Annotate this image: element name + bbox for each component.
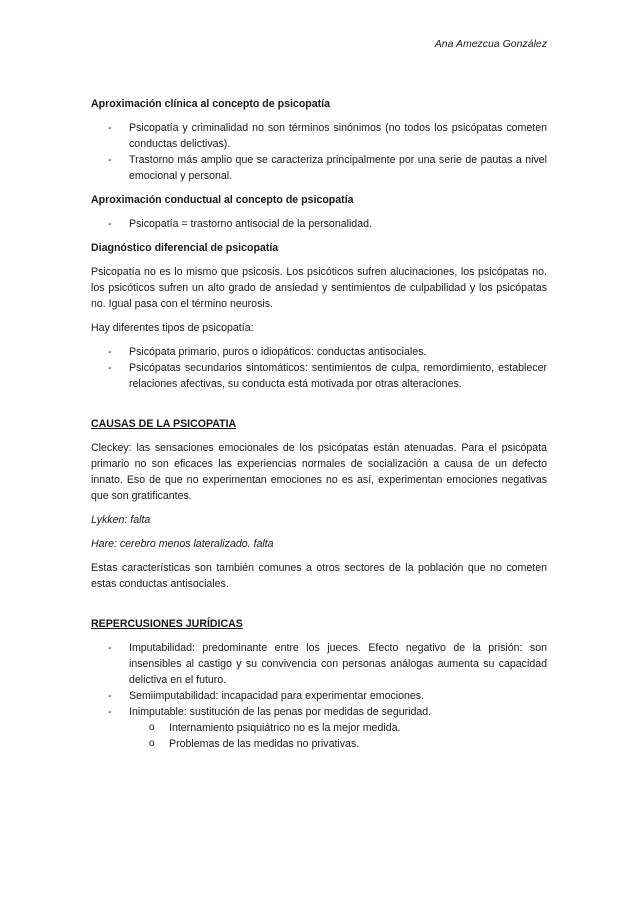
sublist-item: o Problemas de las medidas no privativas. xyxy=(129,736,547,752)
sublist-legal xyxy=(129,720,547,752)
list-item-text: Inimputable: sustitución de las penas por medidas de seguridad. xyxy=(129,706,432,718)
list-clinical xyxy=(91,120,547,184)
paragraph-types-intro: Hay diferentes tipos de psicopatía: xyxy=(91,322,254,334)
heading-behavioral-approach: Aproximación conductual al concepto de psicopatía xyxy=(91,194,354,206)
sublist-item: o Internamiento psiquiátrico no es la mejor medida. xyxy=(129,720,547,736)
heading-legal-repercussions: REPERCUSIONES JURÍDICAS xyxy=(91,618,243,630)
paragraph-psychosis: Psicopatía no es lo mismo que psicosis. Los psicóticos sufren alucinaciones, los psicópatas no. los psicóticos sufren un alto grado de ansiedad y sentimientos de culpabilidad y los psicópatas no. Igual pasa con el término neurosis. xyxy=(91,266,547,310)
heading-differential-diagnosis: Diagnóstico diferencial de psicopatía xyxy=(91,242,279,254)
paragraph-cleckey: Cleckey: las sensaciones emocionales de los psicópatas están atenuadas. Para el psicópata primario no son eficaces las experiencias normales de socialización a causa de un defecto innato. Eso de que no experimentan emociones no es así, experimentan emociones negativas que son gratificantes. xyxy=(91,442,547,502)
list-item: - Psicópata primario, puros o idiopáticos: conductas antisociales. xyxy=(91,344,547,360)
heading-causes: CAUSAS DE LA PSICOPATIA xyxy=(91,418,237,430)
heading-clinical-approach: Aproximación clínica al concepto de psicopatía xyxy=(91,98,331,110)
list-item: - Imputabilidad: predominante entre los jueces. Efecto negativo de la prisión: son insensibles al castigo y su convivencia con personas análogas aumenta su capacidad delictiva en el futuro. xyxy=(91,640,547,688)
list-item xyxy=(91,704,547,752)
list-behavioral xyxy=(91,216,547,232)
list-item: - Trastorno más amplio que se caracteriza principalmente por una serie de pautas a nivel emocional y personal. xyxy=(91,152,547,184)
list-item: - Psicopatía = trastorno antisocial de la personalidad. xyxy=(91,216,547,232)
list-item: - Psicopatía y criminalidad no son términos sinónimos (no todos los psicópatas cometen conductas delictivas). xyxy=(91,120,547,152)
paragraph-common-traits: Estas características son también comunes a otros sectores de la población que no cometen estas conductas antisociales. xyxy=(91,562,547,590)
list-legal xyxy=(91,640,547,752)
spacer xyxy=(91,400,547,416)
paragraph-hare: Hare: cerebro menos lateralizado. falta xyxy=(91,538,274,550)
list-item: - Semiimputabilidad: incapacidad para experimentar emociones. xyxy=(91,688,547,704)
header-author: Ana Amezcua González xyxy=(434,38,547,50)
list-item: - Psicópatas secundarios sintomáticos: sentimientos de culpa, remordimiento, establecer relaciones afectivas, su conducta está motivada por otras alteraciones. xyxy=(91,360,547,392)
document-body xyxy=(91,96,547,760)
paragraph-lykken: Lykken: falta xyxy=(91,514,151,526)
spacer xyxy=(91,600,547,616)
list-types xyxy=(91,344,547,392)
